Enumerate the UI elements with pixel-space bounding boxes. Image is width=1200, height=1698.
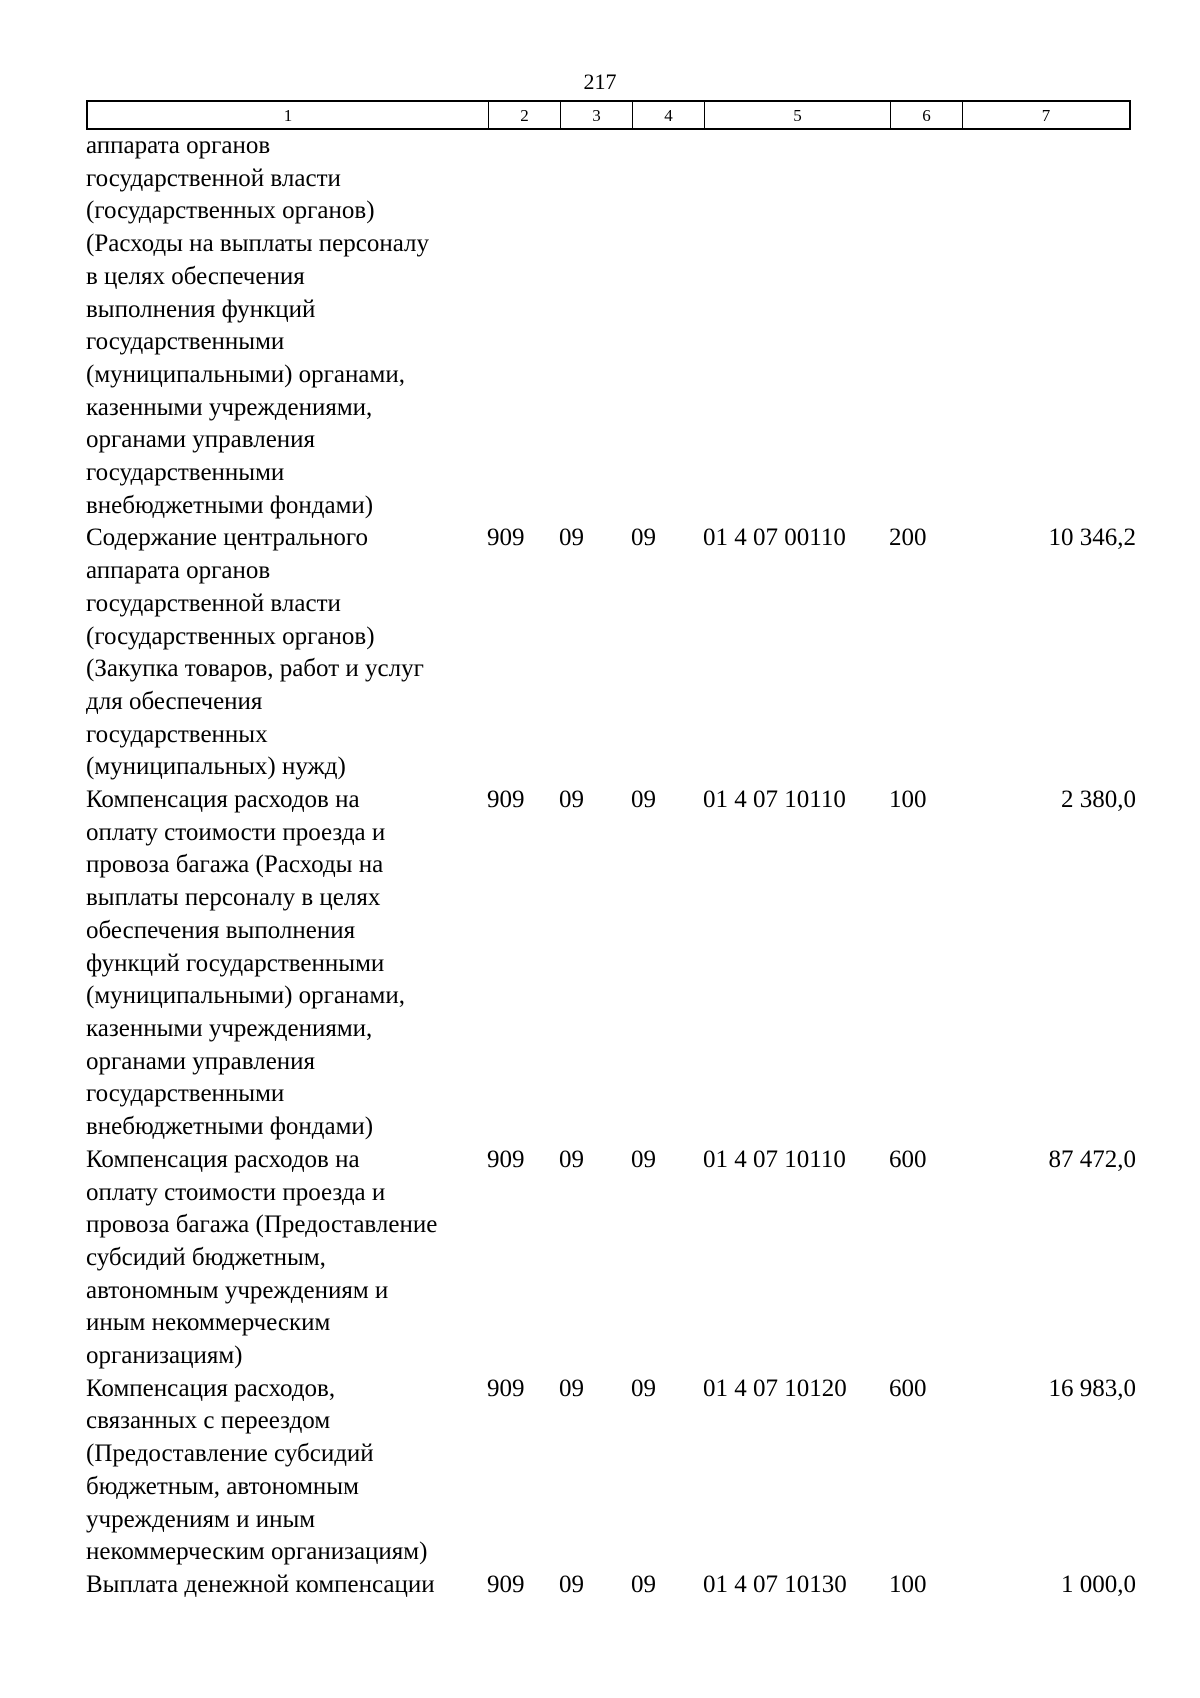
row-description: Содержание центрального аппарата органов государственной власти (государственных органов) (Закупка товаров, работ и услуг для обеспечения государственных (муниципальных) нужд) [86,524,424,781]
table-body [86,130,1136,1602]
row-col-3: 09 [559,1145,584,1173]
row-col-4: 09 [631,786,656,814]
row-col-5: 01 4 07 10130 [703,1570,847,1598]
row-amount: 10 346,2 [1048,524,1136,552]
row-col-5 [702,130,888,522]
row-description: Компенсация расходов на оплату стоимости проезда и провоза багажа (Расходы на выплаты персоналу в целях обеспечения выполнения функций государственными (муниципальными) органами, казенными учреждениями, органами управления государственными внебюджетными фондами) [86,786,405,1141]
table-row [86,522,1136,784]
header-col-3: 3 [561,102,633,128]
row-col-6 [888,130,960,522]
table-row [86,1569,1136,1602]
header-col-6: 6 [891,102,963,128]
row-description: Компенсация расходов на оплату стоимости проезда и провоза багажа (Предоставление субсидий бюджетным, автономным учреждениям и иным некоммерческим организациям) [86,1145,438,1370]
table-row [86,784,1136,1144]
row-col-4: 09 [631,1570,656,1598]
row-amount [960,130,1136,522]
row-description: Компенсация расходов, связанных с переездом (Предоставление субсидий бюджетным, автономным учреждениям и иным некоммерческим организациям) [86,1374,428,1566]
row-col-5: 01 4 07 10110 [703,1145,846,1173]
row-col-6: 100 [889,1570,927,1598]
table-header [86,100,1131,130]
table-row [86,1373,1136,1569]
row-amount: 1 000,0 [1061,1570,1136,1598]
header-col-5: 5 [705,102,891,128]
table-row [86,130,1136,522]
page-number: 217 [583,69,617,94]
row-col-5: 01 4 07 00110 [703,524,846,552]
row-col-2: 909 [487,786,525,814]
row-col-3 [558,130,630,522]
row-col-5: 01 4 07 10120 [703,1374,847,1402]
row-col-3: 09 [559,1374,584,1402]
row-col-6: 100 [889,786,927,814]
row-col-2: 909 [487,1374,525,1402]
row-col-6: 200 [889,524,927,552]
row-amount: 2 380,0 [1061,786,1136,814]
row-amount: 87 472,0 [1048,1145,1136,1173]
row-col-2: 909 [487,524,525,552]
row-description: Выплата денежной компенсации [86,1570,435,1598]
header-col-4: 4 [633,102,705,128]
row-description: аппарата органов государственной власти (государственных органов) (Расходы на выплаты персоналу в целях обеспечения выполнения функций государственными (муниципальными) органами, казенными учреждениями, органами управления государственными внебюджетными фондами) [86,132,430,519]
table-row [86,1144,1136,1373]
header-col-7: 7 [1041,106,1051,125]
header-col-1: 1 [88,102,489,128]
row-col-3: 09 [559,786,584,814]
row-col-2 [486,130,558,522]
row-col-4: 09 [631,1145,656,1173]
row-col-2: 909 [487,1145,525,1173]
row-col-4: 09 [631,524,656,552]
row-amount: 16 983,0 [1048,1374,1136,1402]
row-col-2: 909 [487,1570,525,1598]
row-col-6: 600 [889,1374,927,1402]
row-col-4 [630,130,702,522]
row-col-3: 09 [559,524,584,552]
row-col-6: 600 [889,1145,927,1173]
row-col-4: 09 [631,1374,656,1402]
header-col-2: 2 [489,102,561,128]
row-col-5: 01 4 07 10110 [703,786,846,814]
row-col-3: 09 [559,1570,584,1598]
